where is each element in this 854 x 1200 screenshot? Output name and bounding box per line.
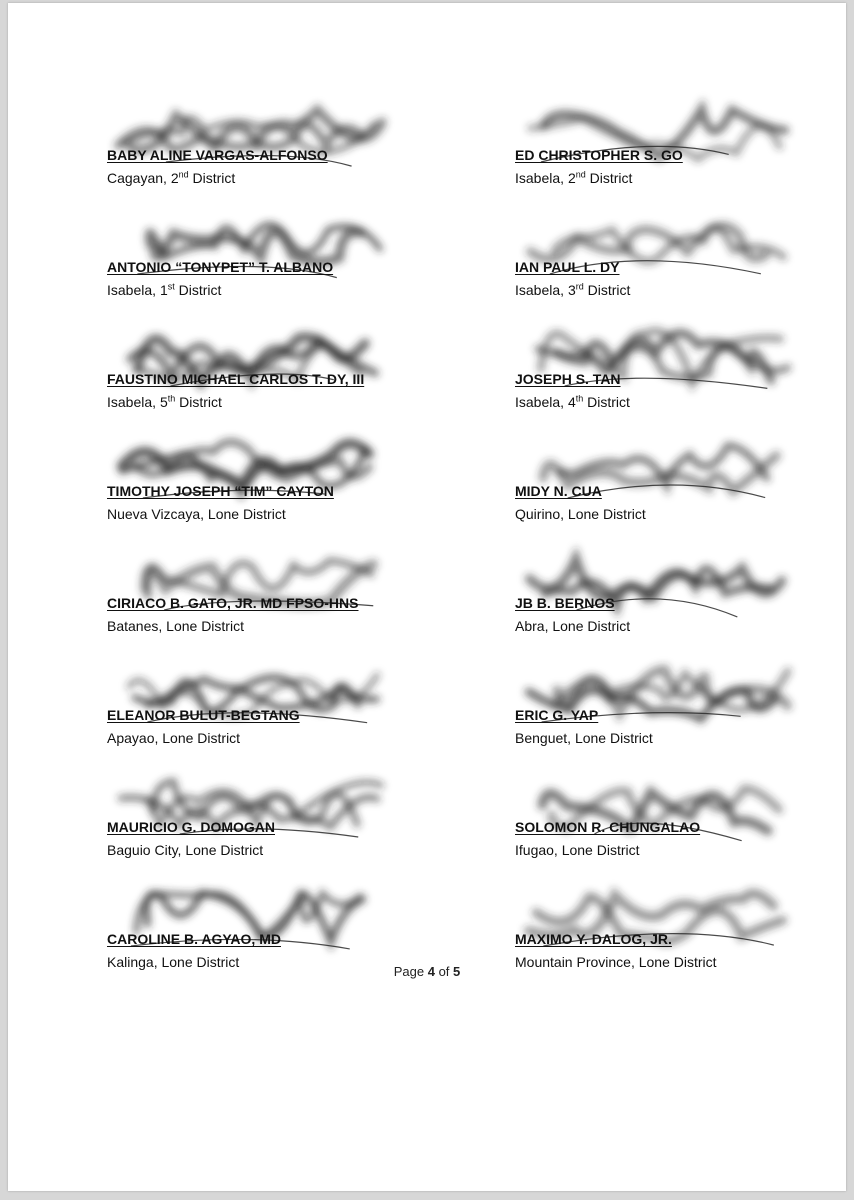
district-number: 2 xyxy=(170,170,179,186)
signatory-name: CAROLINE B. AGYAO, MD xyxy=(107,931,281,947)
district-label: District xyxy=(585,170,633,186)
district-label: Lone District xyxy=(561,842,640,858)
district-number: 1 xyxy=(159,282,168,298)
district-label: District xyxy=(583,282,631,298)
signatory-block xyxy=(107,818,437,859)
signatory-block xyxy=(107,258,437,299)
district-number: 3 xyxy=(567,282,576,298)
signatory-name: FAUSTINO MICHAEL CARLOS T. DY, III xyxy=(107,371,365,387)
district-label: Lone District xyxy=(567,506,646,522)
signatory-block xyxy=(107,706,437,747)
signatory-block xyxy=(107,482,437,523)
signatory-district xyxy=(515,505,845,523)
document-page xyxy=(8,3,846,1191)
district-area: Nueva Vizcaya, xyxy=(107,506,208,522)
page-footer xyxy=(8,964,846,979)
district-area: Ifugao, xyxy=(515,842,562,858)
signatory-name: SOLOMON R. CHUNGALAO xyxy=(515,819,701,835)
signatory-name: ERIC G. YAP xyxy=(515,707,599,723)
district-area: Isabela, xyxy=(515,170,568,186)
district-number: 2 xyxy=(567,170,576,186)
district-label: Lone District xyxy=(207,506,286,522)
current-page-number: 4 xyxy=(427,964,435,979)
signatory-block xyxy=(107,370,437,411)
district-number: 5 xyxy=(159,394,168,410)
district-area: Quirino, xyxy=(515,506,568,522)
signatory-name: ANTONIO “TONYPET” T. ALBANO xyxy=(107,259,334,275)
signatory-name: ED CHRISTOPHER S. GO xyxy=(515,147,683,163)
district-label: District xyxy=(188,170,236,186)
signatory-block xyxy=(515,370,845,411)
total-page-number: 5 xyxy=(453,964,461,979)
page-label-middle: of xyxy=(434,964,454,979)
signatory-block xyxy=(107,146,437,187)
signatory-district xyxy=(107,841,437,859)
ordinal-suffix: st xyxy=(167,281,175,292)
district-label: Lone District xyxy=(161,954,240,970)
district-label: Lone District xyxy=(166,618,244,634)
district-area: Kalinga, xyxy=(107,954,162,970)
signatory-district xyxy=(515,169,845,187)
district-number: 4 xyxy=(567,394,576,410)
district-area: Batanes, xyxy=(107,618,167,634)
signatory-district xyxy=(515,841,845,859)
district-label: District xyxy=(174,282,222,298)
signatory-district xyxy=(515,281,845,299)
signatory-name: TIMOTHY JOSEPH “TIM” CAYTON xyxy=(107,483,334,499)
district-label: District xyxy=(583,394,630,410)
district-label: Lone District xyxy=(638,954,717,970)
district-label: Lone District xyxy=(574,730,653,746)
signatory-name: MAURICIO G. DOMOGAN xyxy=(107,819,275,835)
signatory-block xyxy=(515,258,845,299)
district-area: Isabela, xyxy=(515,394,568,410)
district-area: Isabela, xyxy=(515,282,568,298)
signatory-district xyxy=(515,729,845,747)
district-label: District xyxy=(175,394,222,410)
district-area: Benguet, xyxy=(515,730,575,746)
signatory-block xyxy=(107,594,437,635)
district-area: Mountain Province, xyxy=(515,954,639,970)
signatory-name: MAXIMO Y. DALOG, JR. xyxy=(515,931,672,947)
signatory-district xyxy=(107,617,437,635)
district-area: Baguio City, xyxy=(107,842,186,858)
district-label: Lone District xyxy=(162,730,241,746)
signatory-district xyxy=(107,729,437,747)
district-area: Isabela, xyxy=(107,394,160,410)
ordinal-suffix: th xyxy=(167,393,176,404)
signatory-block xyxy=(515,818,845,859)
signatory-name: MIDY N. CUA xyxy=(515,483,602,499)
district-area: Abra, xyxy=(515,618,553,634)
signatory-block xyxy=(515,146,845,187)
signatory-name: JB B. BERNOS xyxy=(515,595,615,611)
ordinal-suffix: nd xyxy=(178,169,189,180)
district-area: Apayao, xyxy=(107,730,163,746)
district-label: Lone District xyxy=(185,842,264,858)
ordinal-suffix: th xyxy=(575,393,584,404)
signatory-name: CIRIACO B. GATO, JR. MD FPSO-HNS xyxy=(107,595,359,611)
signatory-name: ELEANOR BULUT-BEGTANG xyxy=(107,707,300,723)
signatory-block xyxy=(515,482,845,523)
signatory-name: JOSEPH S. TAN xyxy=(515,371,621,387)
district-label: Lone District xyxy=(552,618,631,634)
signatory-block xyxy=(515,594,845,635)
ordinal-suffix: rd xyxy=(575,281,584,292)
signatory-district xyxy=(107,169,437,187)
district-area: Cagayan, xyxy=(107,170,171,186)
signatory-district xyxy=(515,393,845,411)
signatory-district xyxy=(107,505,437,523)
signatory-district xyxy=(107,281,437,299)
page-label-prefix: Page xyxy=(393,964,428,979)
signatory-name: IAN PAUL L. DY xyxy=(515,259,620,275)
signatory-name: BABY ALINE VARGAS-ALFONSO xyxy=(107,147,328,163)
signatory-block xyxy=(515,706,845,747)
signatory-district xyxy=(107,393,437,411)
ordinal-suffix: nd xyxy=(575,169,586,180)
district-area: Isabela, xyxy=(107,282,160,298)
signatory-district xyxy=(515,617,845,635)
